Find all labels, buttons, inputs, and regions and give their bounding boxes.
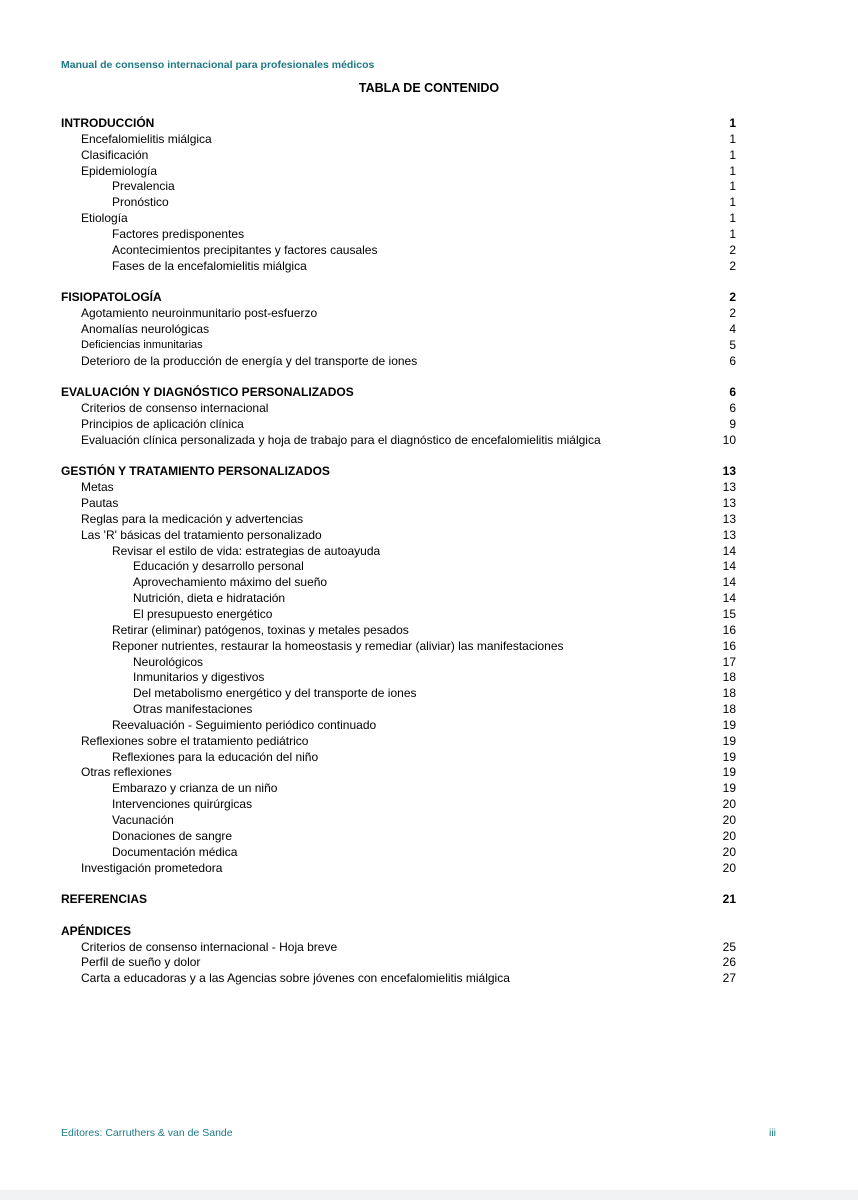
toc-entry-label: Evaluación clínica personalizada y hoja de trabajo para el diagnóstico de encefalomielitis miálgica [81,432,601,447]
toc-entry-page: 15 [722,607,736,622]
toc-entry-page: 2 [729,290,736,305]
toc-entry-label: Vacunación [112,812,174,827]
toc-entry[interactable] [0,702,858,718]
toc-entry-label: Educación y desarrollo personal [133,559,304,574]
toc-entry[interactable] [0,940,858,956]
toc-entry-page: 13 [722,480,736,495]
toc-entry[interactable] [0,607,858,623]
toc-entry[interactable] [0,417,858,433]
toc-entry-page: 20 [722,860,736,875]
toc-entry-label: Encefalomielitis miálgica [81,131,212,146]
toc-entry-label: Reflexiones para la educación del niño [112,749,319,764]
toc-entry-label: APÉNDICES [61,923,132,938]
toc-entry-label: Aprovechamiento máximo del sueño [133,575,328,590]
toc-entry-label: Pautas [81,496,119,511]
toc-entry-page: 1 [729,116,736,130]
toc-entry-label: REFERENCIAS [61,892,148,907]
toc-entry-label: Otras reflexiones [81,765,172,780]
toc-entry[interactable] [0,797,858,813]
toc-entry-label: Donaciones de sangre [112,828,233,843]
toc-entry-label: Embarazo y crianza de un niño [112,781,278,796]
toc-entry-label: Del metabolismo energético y del transporte de iones [133,686,417,701]
toc-entry-page: 17 [722,654,736,669]
toc-entry-label: Perfil de sueño y dolor [81,955,201,970]
toc-entry-page: 14 [722,591,736,606]
toc-entry-label: Etiología [81,211,128,226]
toc-entry-label: Reglas para la medicación y advertencias [81,511,304,526]
toc-entry-page: 1 [729,163,736,178]
toc-entry-page: 6 [729,353,736,368]
toc-entry[interactable] [0,480,858,496]
toc-entry[interactable] [0,686,858,702]
toc-entry-label: Las 'R' básicas del tratamiento personalizado [81,527,322,542]
toc-entry-page: 20 [722,844,736,859]
toc-entry[interactable] [0,575,858,591]
toc-entry[interactable] [0,750,858,766]
toc-entry[interactable] [0,591,858,607]
toc-entry-page: 10 [722,432,736,447]
toc-entry-page: 20 [722,797,736,812]
toc-entry[interactable] [0,528,858,544]
toc-entry-page: 19 [722,717,736,732]
toc-entry-page: 14 [722,543,736,558]
toc-entry-page: 13 [722,511,736,526]
toc-entry[interactable] [0,322,858,338]
toc-entry[interactable] [0,765,858,781]
toc-entry-page: 1 [729,131,736,146]
toc-entry-page: 1 [729,147,736,162]
toc-entry[interactable] [0,227,858,243]
toc-entry-page: 2 [729,306,736,321]
toc-entry[interactable] [0,781,858,797]
toc-entry-page: 19 [722,733,736,748]
toc-entry[interactable] [0,718,858,734]
toc-entry-page: 16 [722,622,736,637]
toc-entry-label: Retirar (eliminar) patógenos, toxinas y metales pesados [112,622,409,637]
toc-entry-label: Reponer nutrientes, restaurar la homeostasis y remediar (aliviar) las manifestaciones [112,638,564,653]
toc-entry-label: Epidemiología [81,163,158,178]
toc-entry-page: 14 [722,575,736,590]
toc-entry[interactable] [0,892,858,908]
toc-entry-page: 18 [722,670,736,685]
toc-entry-label: Prevalencia [112,179,175,194]
toc-entry-label: Deterioro de la producción de energía y del transporte de iones [81,353,418,368]
toc-entry-label: FISIOPATOLOGÍA [61,290,162,305]
page-number: iii [769,1127,776,1139]
toc-entry[interactable] [0,164,858,180]
toc-entry[interactable] [0,433,858,449]
running-header: Manual de consenso internacional para profesionales médicos [61,59,375,71]
toc-entry[interactable] [0,829,858,845]
toc-entry[interactable] [0,845,858,861]
toc-entry[interactable] [0,734,858,750]
toc-entry-label: Reevaluación - Seguimiento periódico continuado [112,717,377,732]
toc-entry-page: 6 [729,385,736,400]
toc-entry[interactable] [0,148,858,164]
toc-entry-page: 19 [722,749,736,764]
toc-entry-label: Criterios de consenso internacional [81,401,269,416]
toc-entry-label: Revisar el estilo de vida: estrategias de autoayuda [112,543,381,558]
toc-entry[interactable] [0,306,858,322]
toc-entry-label: Factores predisponentes [112,226,245,241]
toc-title: TABLA DE CONTENIDO [358,81,500,95]
toc-entry[interactable] [0,971,858,987]
toc-entry-label: Clasificación [81,147,149,162]
toc-entry[interactable] [0,639,858,655]
toc-entry-label: Agotamiento neuroinmunitario post-esfuerzo [81,306,318,321]
toc-entry-label: Reflexiones sobre el tratamiento pediátrico [81,733,309,748]
toc-entry[interactable] [0,544,858,560]
toc-entry-page: 25 [722,939,736,954]
toc-entry-page: 21 [722,892,736,907]
toc-entry-label: Documentación médica [112,844,238,859]
toc-entry-label: Criterios de consenso internacional - Hoja breve [81,939,338,954]
toc-entry-page: 20 [722,812,736,827]
toc-entry-label: Fases de la encefalomielitis miálgica [112,258,307,273]
toc-entry-page: 1 [729,226,736,241]
toc-entry-label: Principios de aplicación clínica [81,416,244,431]
toc-entry[interactable] [0,401,858,417]
toc-entry-label: Neurológicos [133,654,204,669]
toc-entry[interactable] [0,559,858,575]
toc-entry[interactable] [0,924,858,940]
toc-entry-page: 19 [722,765,736,780]
toc-entry-page: 4 [729,321,736,336]
toc-entry[interactable] [0,132,858,148]
toc-entry-page: 1 [729,211,736,226]
toc-entry-label: INTRODUCCIÓN [61,116,155,130]
toc-entry-page: 13 [722,464,736,479]
footer-editors: Editores: Carruthers & van de Sande [61,1127,233,1139]
toc-entry[interactable] [0,243,858,259]
toc-entry[interactable] [0,338,858,354]
toc-entry-page: 13 [722,496,736,511]
toc-entry-page: 16 [722,638,736,653]
toc-entry-page: 13 [722,527,736,542]
toc-entry-label: Nutrición, dieta e hidratación [133,591,286,606]
toc-entry-page: 26 [722,955,736,970]
toc-entry-page: 6 [729,401,736,416]
toc-entry[interactable] [0,195,858,211]
toc-entry[interactable] [0,116,858,132]
toc-entry[interactable] [0,955,858,971]
toc-entry-page: 1 [729,179,736,194]
toc-entry-page: 9 [729,416,736,431]
toc-entry-label: Otras manifestaciones [133,702,253,717]
toc-entry[interactable] [0,655,858,671]
toc-entry-page: 19 [722,781,736,796]
toc-entry-page: 27 [722,971,736,986]
toc-entry[interactable] [0,813,858,829]
toc-entry[interactable] [0,496,858,512]
toc-entry[interactable] [0,211,858,227]
toc-entry-label: Inmunitarios y digestivos [133,670,265,685]
toc-entry-label: Pronóstico [112,195,169,210]
toc-entry[interactable] [0,512,858,528]
toc-entry-page: 20 [722,828,736,843]
toc-entry-label: Deficiencias inmunitarias [81,338,203,351]
toc-entry-page: 14 [722,559,736,574]
toc-entry-label: Acontecimientos precipitantes y factores causales [112,242,378,257]
toc-entry-label: Investigación prometedora [81,860,223,875]
toc-entry[interactable] [0,354,858,370]
toc-entry[interactable] [0,861,858,877]
toc-entry[interactable] [0,385,858,401]
toc-entry-page: 18 [722,686,736,701]
toc-entry-page: 2 [729,242,736,257]
toc-entry-page: 1 [729,195,736,210]
toc-entry-label: Intervenciones quirúrgicas [112,797,253,812]
toc-entry-label: EVALUACIÓN Y DIAGNÓSTICO PERSONALIZADOS [61,385,354,400]
toc-entry[interactable] [0,670,858,686]
toc-entry[interactable] [0,464,858,480]
toc-entry[interactable] [0,259,858,275]
toc-entry-label: Anomalías neurológicas [81,321,210,336]
toc-entry-page: 18 [722,702,736,717]
toc-entry[interactable] [0,179,858,195]
toc-entry-label: Carta a educadoras y a las Agencias sobre jóvenes con encefalomielitis miálgica [81,971,510,986]
toc-entry-label: Metas [81,480,114,495]
toc-entry-label: El presupuesto energético [133,607,273,622]
toc-entry[interactable] [0,290,858,306]
toc-entry[interactable] [0,623,858,639]
toc-entry-page: 2 [729,258,736,273]
table-of-contents [0,116,858,987]
toc-entry-page: 5 [729,337,736,352]
viewer-bottom-strip [0,1190,858,1200]
toc-entry-label: GESTIÓN Y TRATAMIENTO PERSONALIZADOS [61,464,330,479]
